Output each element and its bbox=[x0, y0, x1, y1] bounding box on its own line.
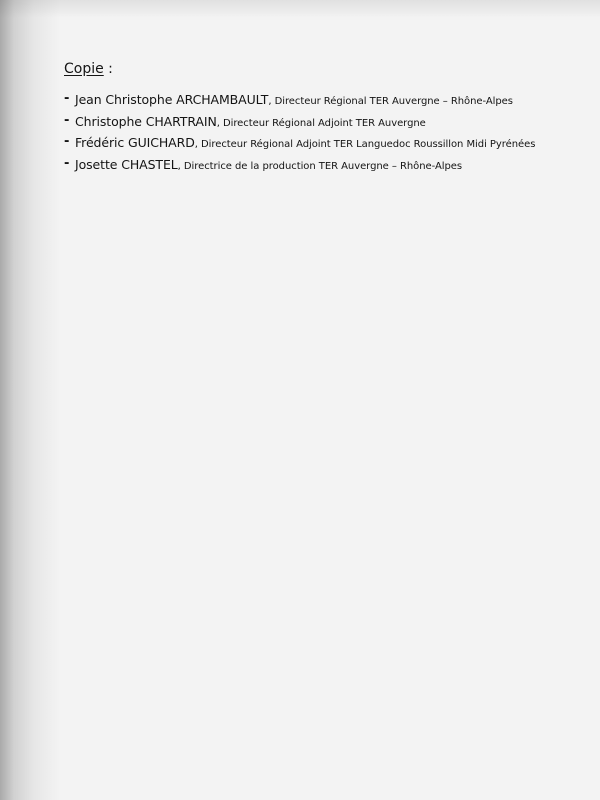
recipient-name: Josette CHASTEL bbox=[75, 156, 178, 172]
recipient-list bbox=[64, 90, 584, 176]
copy-heading-label: Copie bbox=[64, 61, 104, 77]
recipient-item bbox=[64, 155, 584, 177]
recipient-item bbox=[64, 133, 584, 155]
bullet-marker: - bbox=[64, 155, 70, 171]
recipient-role: , Directrice de la production TER Auvergne – Rhône-Alpes bbox=[177, 160, 463, 172]
bullet-marker: - bbox=[64, 112, 70, 128]
bullet-marker: - bbox=[64, 134, 70, 149]
copy-heading-colon: : bbox=[103, 61, 113, 77]
recipient-role: , Directeur Régional Adjoint TER Auvergne bbox=[216, 117, 426, 129]
recipient-name: Frédéric GUICHARD bbox=[75, 135, 195, 150]
recipient-item bbox=[64, 90, 584, 112]
copy-section bbox=[64, 60, 584, 176]
recipient-name: Jean Christophe ARCHAMBAULT bbox=[75, 92, 269, 107]
recipient-role: , Directeur Régional Adjoint TER Languedoc Roussillon Midi Pyrénées bbox=[194, 139, 536, 150]
bullet-marker: - bbox=[64, 91, 70, 106]
recipient-name: Christophe CHARTRAIN bbox=[75, 113, 217, 129]
recipient-role: , Directeur Régional TER Auvergne – Rhône-Alpes bbox=[268, 96, 513, 107]
copy-heading bbox=[64, 60, 584, 78]
recipient-item bbox=[64, 112, 584, 134]
